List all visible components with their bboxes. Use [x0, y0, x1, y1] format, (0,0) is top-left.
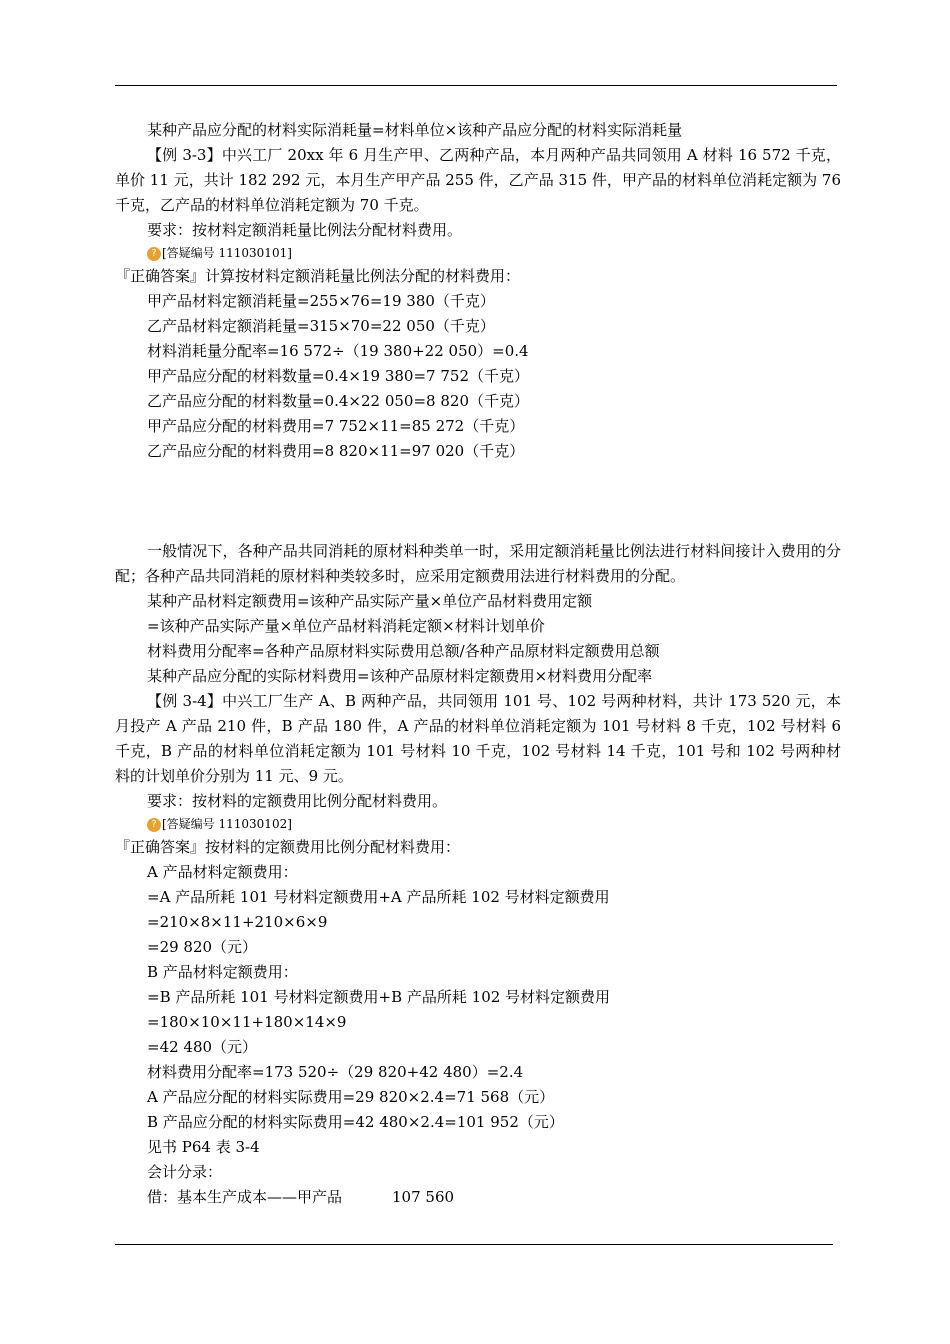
calc-step: =42 480（元） [147, 1038, 258, 1056]
formula-line: 某种产品材料定额费用=该种产品实际产量×单位产品材料费用定额 [147, 592, 593, 610]
spacer [115, 464, 841, 539]
example-3-3-requirement: 要求：按材料定额消耗量比例法分配材料费用。 [147, 221, 463, 239]
example-3-3-paragraph: 【例 3-3】中兴工厂 20xx 年 6 月生产甲、乙两种产品，本月两种产品共同领用 A 材料 16 572 千克，单价 11 元，共计 182 292 元，本月生产甲产品 255 件，乙产品 315 件，甲产品的材料单位消耗定额为 76 千克，乙产品的材料单位消耗定额为 70 千克。 [115, 146, 841, 214]
qa-reference-1[interactable] [115, 243, 841, 264]
calc-step: =29 820（元） [147, 938, 258, 956]
qa-reference-2[interactable] [115, 814, 841, 835]
formula-line: =该种产品实际产量×单位产品材料消耗定额×材料计划单价 [147, 617, 545, 635]
calc-step: B 产品应分配的材料实际费用=42 480×2.4=101 952（元） [147, 1113, 564, 1131]
calc-step: =B 产品所耗 101 号材料定额费用+B 产品所耗 102 号材料定额费用 [147, 988, 611, 1006]
calc-step: A 产品材料定额费用： [147, 863, 298, 881]
question-icon: ? [147, 247, 161, 261]
document-body [115, 118, 841, 1210]
calc-step: 乙产品应分配的材料数量=0.4×22 050=8 820（千克） [147, 392, 529, 410]
calc-step: =A 产品所耗 101 号材料定额费用+A 产品所耗 102 号材料定额费用 [147, 888, 610, 906]
footer-rule [115, 1244, 833, 1245]
calc-step: 甲产品应分配的材料费用=7 752×11=85 272（千克） [147, 417, 525, 435]
calc-step: 甲产品材料定额消耗量=255×76=19 380（千克） [147, 292, 495, 310]
calc-step: =210×8×11+210×6×9 [147, 913, 328, 931]
calc-step: 甲产品应分配的材料数量=0.4×19 380=7 752（千克） [147, 367, 529, 385]
example-3-4-requirement: 要求：按材料的定额费用比例分配材料费用。 [147, 792, 448, 810]
calc-step: =180×10×11+180×14×9 [147, 1013, 347, 1031]
journal-entry [115, 1185, 841, 1210]
calc-step: 乙产品材料定额消耗量=315×70=22 050（千克） [147, 317, 495, 335]
journal-entry-amount: 107 560 [392, 1188, 455, 1206]
example-3-4-paragraph: 【例 3-4】中兴工厂生产 A、B 两种产品，共同领用 101 号、102 号两种材料，共计 173 520 元，本月投产 A 产品 210 件，B 产品 180 件，A 产品的材料单位消耗定额为 101 号材料 8 千克，102 号材料 6 千克，B 产品的材料单位消耗定额为 101 号材料 10 千克，102 号材料 14 千克，101 号和 102 号两种材料的计划单价分别为 11 元、9 元。 [115, 692, 841, 785]
qa-reference-label: [答疑编号 111030101] [162, 246, 292, 260]
question-icon: ? [147, 818, 161, 832]
calc-step: 会计分录： [147, 1163, 223, 1181]
calc-step: 乙产品应分配的材料费用=8 820×11=97 020（千克） [147, 442, 525, 460]
calc-step: 材料消耗量分配率=16 572÷（19 380+22 050）=0.4 [147, 342, 529, 360]
journal-entry-label: 借：基本生产成本——甲产品 [147, 1188, 343, 1206]
calc-step: A 产品应分配的材料实际费用=29 820×2.4=71 568（元） [147, 1088, 555, 1106]
formula-line: 某种产品应分配的材料实际消耗量=材料单位×该种产品应分配的材料实际消耗量 [147, 121, 683, 139]
answer-heading-2: 『正确答案』按材料的定额费用比例分配材料费用： [115, 838, 461, 856]
answer-heading-1: 『正确答案』计算按材料定额消耗量比例法分配的材料费用： [115, 267, 521, 285]
calc-step: 见书 P64 表 3-4 [147, 1138, 260, 1156]
header-rule [115, 85, 837, 86]
calc-step: 材料费用分配率=173 520÷（29 820+42 480）=2.4 [147, 1063, 524, 1081]
formula-line: 某种产品应分配的实际材料费用=该种产品原材料定额费用×材料费用分配率 [147, 667, 653, 685]
general-paragraph: 一般情况下，各种产品共同消耗的原材料种类单一时，采用定额消耗量比例法进行材料间接计入费用的分配；各种产品共同消耗的原材料种类较多时，应采用定额费用法进行材料费用的分配。 [115, 542, 841, 585]
qa-reference-label: [答疑编号 111030102] [162, 817, 292, 831]
calc-step: B 产品材料定额费用： [147, 963, 298, 981]
formula-line: 材料费用分配率=各种产品原材料实际费用总额/各种产品原材料定额费用总额 [147, 642, 660, 660]
